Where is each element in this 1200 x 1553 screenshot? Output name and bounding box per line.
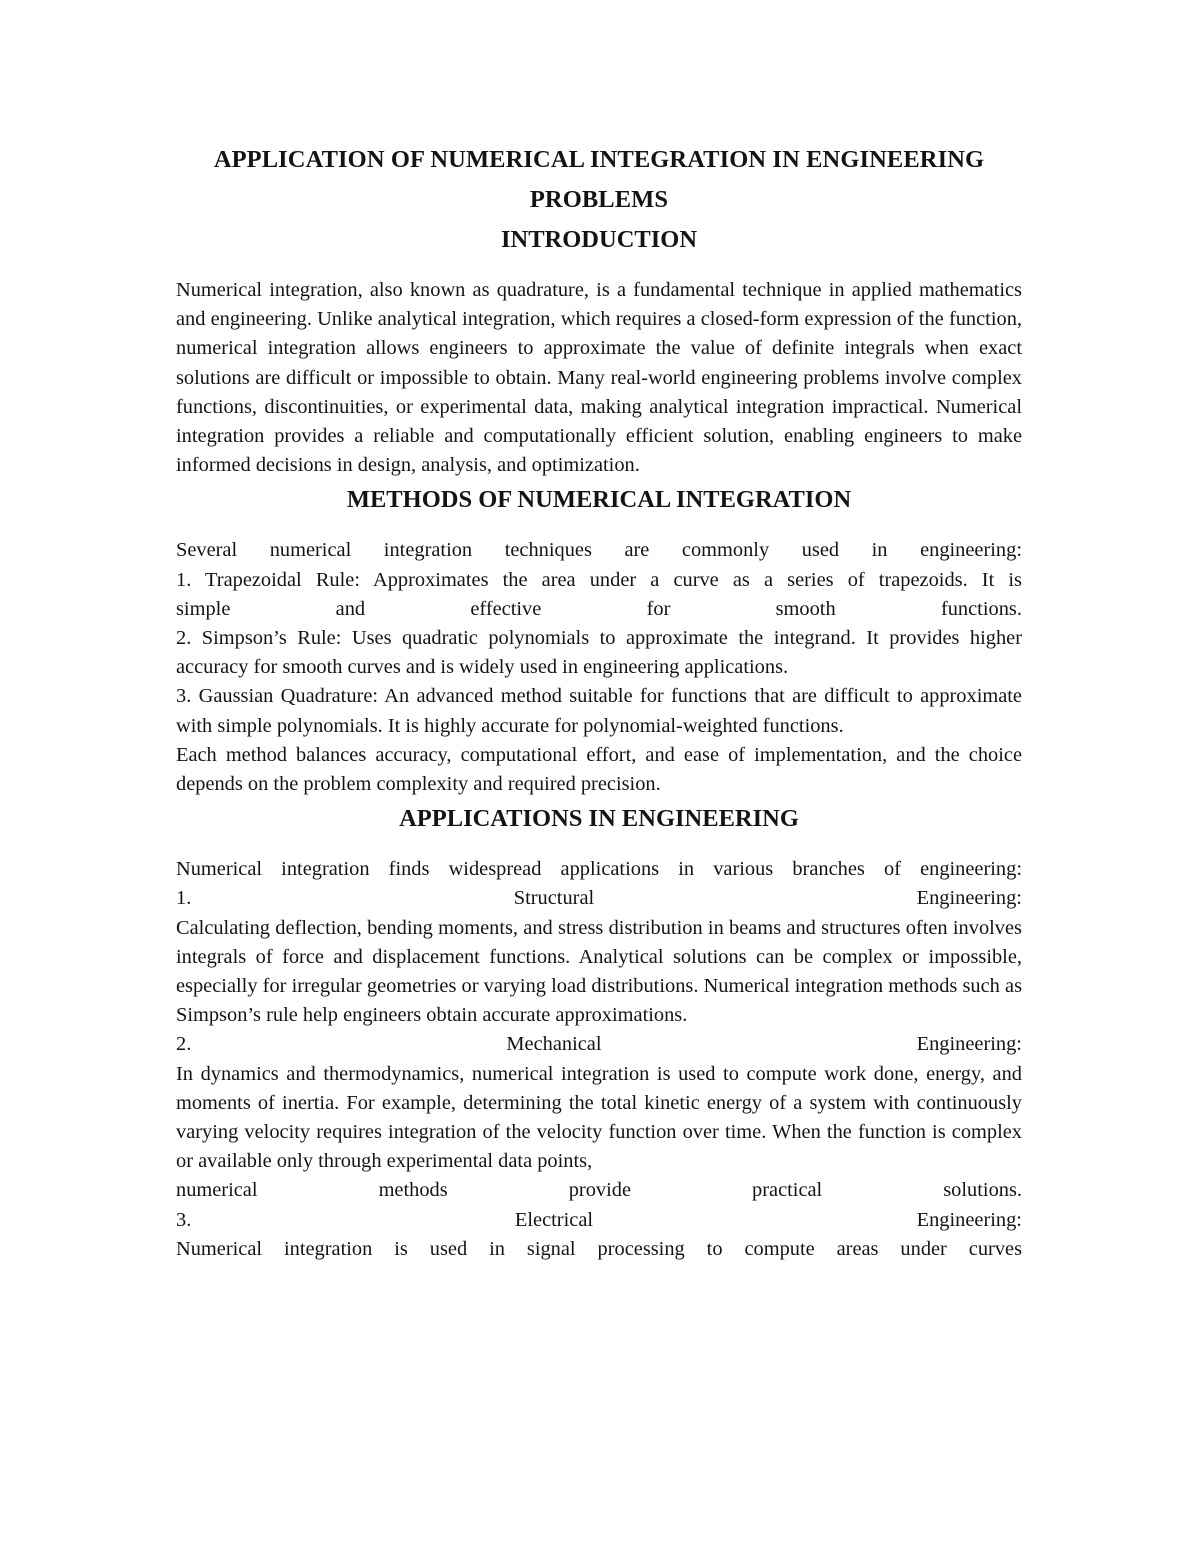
method-item-simpson: 2. Simpson’s Rule: Uses quadratic polynomials to approximate the integrand. It provides higher accuracy for smooth curves and is widely used in engineering applications.	[176, 627, 1022, 679]
method-item-trapezoidal-line1: 1. Trapezoidal Rule: Approximates the area under a curve as a series of trapezoids. It is	[176, 568, 1022, 591]
application-mechanical-text: In dynamics and thermodynamics, numerical integration is used to compute work done, energy, and moments of inertia. For example, determining the total kinetic energy of a system with continuously varying velocity requires integration of the velocity function over time. When the function is complex or available only through experimental data points,	[176, 1062, 1022, 1173]
methods-summary: Each method balances accuracy, computational effort, and ease of implementation, and the choice depends on the problem complexity and required precision.	[176, 743, 1022, 796]
method-item-trapezoidal	[176, 566, 1022, 624]
document-title	[176, 140, 1022, 220]
methods-intro-line: Several numerical integration techniques are commonly used in engineering:	[176, 539, 1022, 562]
methods-section	[176, 536, 1022, 799]
introduction-paragraph: Numerical integration, also known as quadrature, is a fundamental technique in applied mathematics and engineering. Unlike analytical integration, which requires a closed-form expression of the function, numerical integration allows engineers to approximate the value of definite integrals when exact solutions are difficult or impossible to obtain. Many real-world engineering problems involve complex functions, discontinuities, or experimental data, making analytical integration impractical. Numerical integration provides a reliable and computationally efficient solution, enabling engineers to make informed decisions in design, analysis, and optimization.	[176, 279, 1022, 477]
application-electrical-head: 3. Electrical Engineering:	[176, 1208, 1022, 1231]
method-item-trapezoidal-line2: simple and effective for smooth functions.	[176, 597, 1022, 620]
application-mechanical-tail: numerical methods provide practical solutions.	[176, 1179, 1022, 1202]
document-page	[176, 140, 1022, 1264]
methods-heading: METHODS OF NUMERICAL INTEGRATION	[346, 486, 852, 514]
application-structural-head: 1. Structural Engineering:	[176, 887, 1022, 910]
application-structural-text: Calculating deflection, bending moments, and stress distribution in beams and structures often involves integrals of force and displacement functions. Analytical solutions can be complex or impossible, especially for irregular geometries or varying load distributions. Numerical integration methods such as Simpson’s rule help engineers obtain accurate approximations.	[176, 916, 1022, 1027]
application-electrical-text: Numerical integration is used in signal processing to compute areas under curves	[176, 1237, 1022, 1260]
application-mechanical-head: 2. Mechanical Engineering:	[176, 1033, 1022, 1056]
title-line-1: APPLICATION OF NUMERICAL INTEGRATION IN ENGINEERING	[213, 146, 985, 173]
title-line-2: PROBLEMS	[529, 186, 669, 213]
applications-intro: Numerical integration finds widespread applications in various branches of engineering:	[176, 858, 1022, 881]
method-item-gaussian: 3. Gaussian Quadrature: An advanced method suitable for functions that are difficult to approximate with simple polynomials. It is highly accurate for polynomial-weighted functions.	[176, 685, 1022, 737]
applications-section	[176, 855, 1022, 1264]
applications-heading: APPLICATIONS IN ENGINEERING	[399, 805, 799, 833]
introduction-heading: INTRODUCTION	[500, 226, 698, 253]
